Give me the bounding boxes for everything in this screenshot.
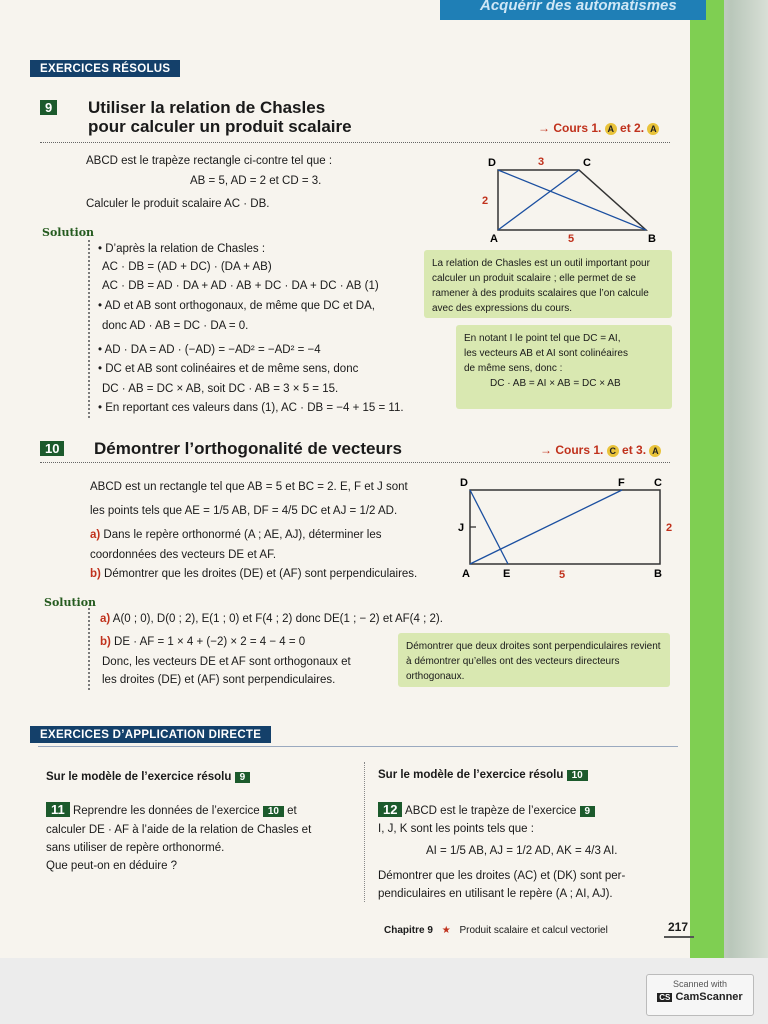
exercise-text: Reprendre les données de l’exercice [72,805,260,817]
note-line: DC · AB = AI × AB = DC × AB [490,378,621,389]
trapezoid-figure [476,152,666,248]
question-text: Dans le repère orthonormé (A ; AE, AJ), déterminer les [100,529,382,541]
solution-line: • DC et AB sont colinéaires et de même sens, donc [98,363,359,375]
course-prefix: → Cours 1. [540,443,604,457]
statement-line: ABCD est un rectangle tel que AB = 5 et BC = 2. E, F et J sont [90,481,408,493]
exercise-line: pendiculaires en utilisant le repère (A ; AI, AJ). [378,888,613,900]
exercise-ref-badge: 10 [263,806,284,817]
note-line: de même sens, donc : [464,363,563,374]
page-number: 217 [668,920,689,934]
solution-line: Donc, les vecteurs DE et AF sont orthogonaux et [102,656,351,668]
star-icon: ★ [441,925,451,936]
exercise-title: Utiliser la relation de Chasles [88,98,326,117]
exercise-line: AI = 1/5 AB, AJ = 1/2 AD, AK = 4/3 AI. [426,845,618,857]
course-badge: C [607,445,619,457]
solution-bracket [88,240,96,418]
course-reference [538,121,659,135]
solution-line: AC · DB = AD · DA + AD · AB + DC · DA + DC · AB (1) [102,280,379,292]
vertex-label-c: C [654,477,662,489]
solution-line [100,610,443,628]
model-reference [378,768,588,783]
page-number-rule [664,936,694,938]
column-divider [364,762,365,902]
statement-line: les points tels que AE = 1/5 AB, DF = 4/5 DC et AJ = 1/2 AD. [90,505,398,517]
answer-label: a) [100,613,111,625]
solution-line: • D’après la relation de Chasles : [98,243,266,255]
chapter-label: Chapitre 9 [384,925,433,936]
exercise-line: sans utiliser de repère orthonormé. [46,842,225,854]
exercise-number-badge: 12 [378,802,402,817]
vertex-label-e: E [503,568,511,580]
model-number-badge: 10 [567,770,588,781]
vertex-label-b: B [654,568,662,580]
note-line: En notant I le point tel que DC = AI, [464,333,621,344]
model-reference [46,770,250,785]
course-badge: A [605,123,617,135]
statement-line: ABCD est le trapèze rectangle ci-contre tel que : [86,155,333,167]
exercise-text: ABCD est le trapèze de l’exercice [405,805,577,817]
answer-text: A(0 ; 0), D(0 ; 2), E(1 ; 0) et F(4 ; 2) donc DE(1 ; − 2) et AF(4 ; 2). [110,613,443,625]
solution-line: • AD · DA = AD · (−AD) = −AD² = −AD² = −4 [98,344,321,356]
question-text: Démontrer que les droites (DE) et (AF) sont perpendiculaires. [100,568,418,580]
exercise-line: Que peut-on en déduire ? [46,860,178,872]
camscanner-logo-icon: CS [659,993,671,1002]
note-line: les vecteurs AB et AI sont colinéaires [464,348,628,359]
solution-line: • En reportant ces valeurs dans (1), AC · DB = −4 + 15 = 11. [98,402,404,414]
solution-line: • AD et AB sont orthogonaux, de même que DC et DA, [98,300,375,312]
page-footer [384,925,608,936]
section-tag-application: EXERCICES D’APPLICATION DIRECTE [30,726,271,743]
vertex-label-j: J [458,522,465,534]
solution-line: DC · AB = DC × AB, soit DC · AB = 3 × 5 = 15. [102,383,339,395]
method-note: Démontrer que deux droites sont perpendiculaires revient à démontrer qu’elles ont des vecteurs directeurs orthogonaux. [398,633,670,687]
model-number-badge: 9 [235,772,251,783]
scanner-watermark [646,974,754,1016]
answer-label: b) [100,636,111,648]
method-note: La relation de Chasles est un outil important pour calculer un produit scalaire ; elle permet de se ramener à des produits scalaires que l’on calcule avec des expressions du cours. [424,250,672,318]
exercise-line [46,802,297,820]
solution-label: Solution [44,596,97,609]
exercise-line: I, J, K sont les points tels que : [378,823,534,835]
question-label: b) [90,568,101,580]
divider [40,142,670,143]
section-rule [38,746,678,747]
solution-line: AC · DB = (AD + DC) · (DA + AB) [102,261,272,273]
course-badge: A [647,123,659,135]
model-text: Sur le modèle de l’exercice résolu [46,771,232,783]
method-note [456,325,672,409]
exercise-text: et [287,805,297,817]
vertex-label-c: C [583,157,591,169]
statement-line [90,526,381,544]
vertex-label-b: B [648,233,656,245]
exercise-number-badge: 11 [46,802,70,817]
course-reference [540,443,661,457]
statement-line [90,565,417,583]
watermark-brand: CamScanner [675,991,743,1003]
side-band [690,0,724,958]
divider [40,462,670,463]
solution-bracket [88,608,96,690]
vertex-label-d: D [488,157,496,169]
length-label: 2 [666,522,673,534]
statement-line: Calculer le produit scalaire AC · DB. [86,198,270,210]
statement-line: AB = 5, AD = 2 et CD = 3. [190,175,322,187]
course-mid: et 2. [620,121,645,135]
course-prefix: → Cours 1. [538,121,602,135]
vertex-label-a: A [490,233,498,245]
exercise-ref-badge: 9 [580,806,596,817]
rectangle-figure [456,476,678,584]
course-badge: A [649,445,661,457]
vertex-label-a: A [462,568,470,580]
model-text: Sur le modèle de l’exercice résolu [378,769,564,781]
solution-line [100,633,305,651]
header-band: Acquérir des automatismes [440,0,706,20]
exercise-title: pour calculer un produit scalaire [88,117,352,136]
length-label: 2 [482,195,489,207]
solution-line: donc AD · AB = DC · DA = 0. [102,320,249,332]
statement-line: coordonnées des vecteurs DE et AF. [90,549,277,561]
section-tag-resolved: EXERCICES RÉSOLUS [30,60,180,77]
course-mid: et 3. [622,443,647,457]
question-label: a) [90,529,101,541]
answer-text: DE · AF = 1 × 4 + (−2) × 2 = 4 − 4 = 0 [110,636,306,648]
solution-label: Solution [42,226,95,239]
exercise-title: Démontrer l’orthogonalité de vecteurs [94,439,402,458]
vertex-label-d: D [460,477,468,489]
exercise-line: Démontrer que les droites (AC) et (DK) sont per- [378,870,626,882]
exercise-line [378,802,595,820]
length-label: 5 [559,569,566,581]
exercise-number-badge: 9 [40,100,57,115]
chapter-title: Produit scalaire et calcul vectoriel [459,925,608,936]
vertex-label-f: F [618,477,625,489]
solution-line: les droites (DE) et (AF) sont perpendiculaires. [102,674,336,686]
length-label: 5 [568,233,575,245]
watermark-text: Scanned with [672,979,728,989]
exercise-line: calculer DE · AF à l’aide de la relation de Chasles et [46,824,312,836]
exercise-number-badge: 10 [40,441,64,456]
length-label: 3 [538,156,545,168]
